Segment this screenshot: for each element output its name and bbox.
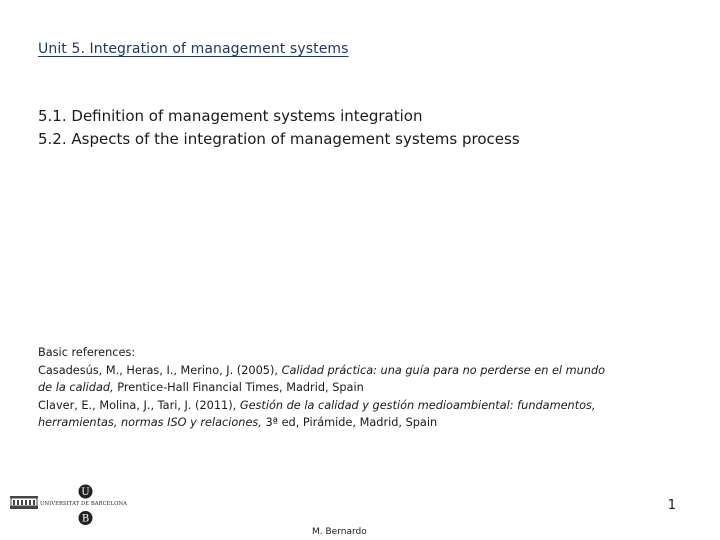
references-heading: Basic references: [38, 346, 136, 359]
references-block [38, 344, 690, 432]
outline-item: 5.1. Definition of management systems integration [38, 107, 423, 125]
reference-1-title-cont: de la calidad, [38, 381, 114, 394]
reference-1-line-1 [38, 362, 690, 380]
slide-title: Unit 5. Integration of management systems [38, 41, 349, 57]
ub-u-emblem-icon [78, 484, 93, 499]
author-footer: M. Bernardo [312, 527, 367, 537]
reference-2-authors: Claver, E., Molina, J., Tari, J. (2011), [38, 398, 240, 412]
reference-2-title: Gestión de la calidad y gestión medioambiental: fundamentos, [239, 398, 596, 412]
reference-2-line-1 [38, 397, 690, 415]
reference-1-publisher: Prentice-Hall Financial Times, Madrid, Spain [113, 381, 364, 394]
reference-1-line-2 [38, 379, 690, 397]
reference-2-line-2 [38, 414, 690, 432]
reference-1-authors: Casadesús, M., Heras, I., Merino, J. (2005), [38, 363, 282, 377]
outline-item: 5.2. Aspects of the integration of management systems process [38, 130, 520, 148]
logo-letter-u: U [81, 487, 90, 498]
reference-2-title-cont: herramientas, normas ISO y relaciones, [38, 416, 262, 429]
page-number: 1 [667, 498, 676, 513]
university-logo [40, 484, 132, 528]
reference-1-title: Calidad práctica: una guía para no perderse en el mundo [281, 363, 606, 377]
reference-2-publisher: 3ª ed, Pirámide, Madrid, Spain [261, 416, 438, 429]
outline-list [38, 105, 520, 151]
ub-b-emblem-icon [78, 510, 93, 526]
university-name: UNIVERSITAT DE BARCELONA [40, 501, 127, 507]
logo-letter-b: B [81, 513, 90, 525]
building-logo-icon [10, 494, 38, 510]
